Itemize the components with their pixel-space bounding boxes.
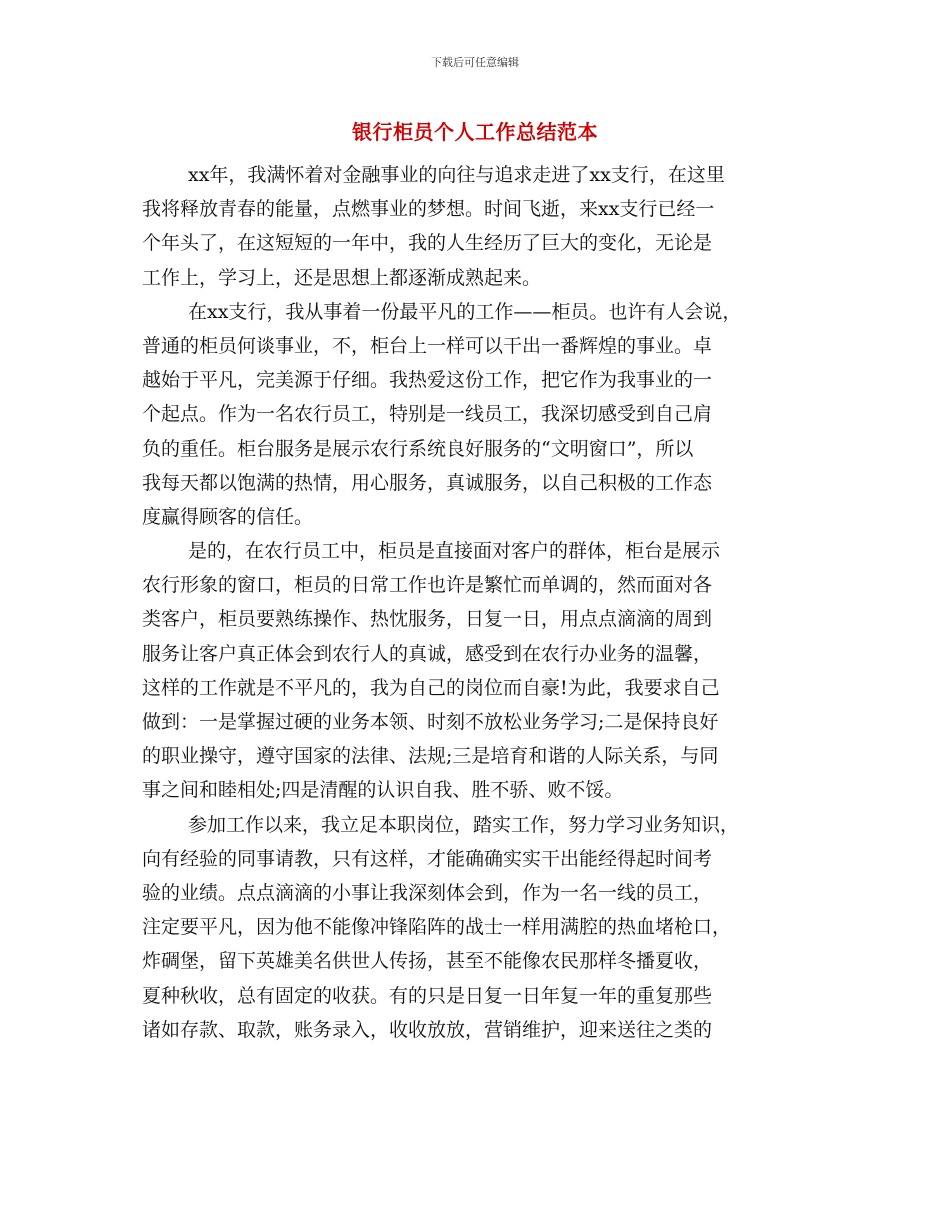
text-line: 工作上，学习上，还是思想上都逐渐成熟起来。 [142,266,542,289]
text-line: 我将释放青春的能量，点燃事业的梦想。时间飞逝，来xx支行已经一 [142,198,715,221]
page-header-note: 下载后可任意编辑 [431,56,519,69]
text-line: 个起点。作为一名农行员工，特别是一线员工，我深切感受到自己肩 [142,403,713,426]
text-line: 验的业绩。点点滴滴的小事让我深刻体会到，作为一名一线的员工， [142,881,713,904]
text-line: 夏种秋收，总有固定的收获。有的只是日复一日年复一年的重复那些 [142,984,713,1007]
text-line: 负的重任。柜台服务是展示农行系统良好服务的“文明窗口”，所以 [142,437,694,460]
text-line: 注定要平凡，因为他不能像冲锋陷阵的战士一样用满腔的热血堵枪口， [142,916,732,939]
paragraph [142,808,808,1047]
text-line: 类客户，柜员要熟练操作、热忱服务，日复一日，用点点滴滴的周到 [142,608,713,631]
document-title: 银行柜员个人工作总结范本 [352,120,598,144]
paragraph [142,295,808,534]
text-line: 普通的柜员何谈事业，不，柜台上一样可以干出一番辉煌的事业。卓 [142,334,713,357]
text-line: 这样的工作就是不平凡的，我为自己的岗位而自豪!为此，我要求自己 [142,676,720,699]
text-line: 参加工作以来，我立足本职岗位，踏实工作，努力学习业务知识， [188,813,740,836]
text-line: 农行形象的窗口，柜员的日常工作也许是繁忙而单调的，然而面对各 [142,574,713,597]
text-line: 诸如存款、取款，账务录入，收收放放，营销维护，迎来送往之类的 [142,1018,713,1041]
text-line: 事之间和睦相处;四是清醒的认识自我、胜不骄、败不馁。 [142,779,624,802]
text-line: 的职业操守，遵守国家的法律、法规;三是培育和谐的人际关系，与同 [142,745,719,768]
text-line: 越始于平凡，完美源于仔细。我热爱这份工作，把它作为我事业的一 [142,369,713,392]
paragraph [142,158,808,295]
document-body [142,158,808,1047]
text-line: 在xx支行，我从事着一份最平凡的工作——柜员。也许有人会说， [188,300,742,323]
text-line: 度赢得顾客的信任。 [142,505,314,528]
text-line: 炸碉堡，留下英雄美名供世人传扬，甚至不能像农民那样冬播夏收， [142,950,713,973]
text-line: 是的，在农行员工中，柜员是直接面对客户的群体，柜台是展示 [188,540,721,563]
text-line: 做到：一是掌握过硬的业务本领、时刻不放松业务学习;二是保持良好 [142,711,719,733]
text-line: 向有经验的同事请教，只有这样，才能确确实实干出能经得起时间考 [142,847,713,870]
text-line: xx年，我满怀着对金融事业的向往与追求走进了xx支行，在这里 [188,164,725,186]
paragraph [142,534,808,808]
text-line: 我每天都以饱满的热情，用心服务，真诚服务，以自己积极的工作态 [142,471,713,494]
text-line: 个年头了，在这短短的一年中，我的人生经历了巨大的变化，无论是 [142,232,713,255]
text-line: 服务让客户真正体会到农行人的真诚，感受到在农行办业务的温馨， [142,642,713,665]
